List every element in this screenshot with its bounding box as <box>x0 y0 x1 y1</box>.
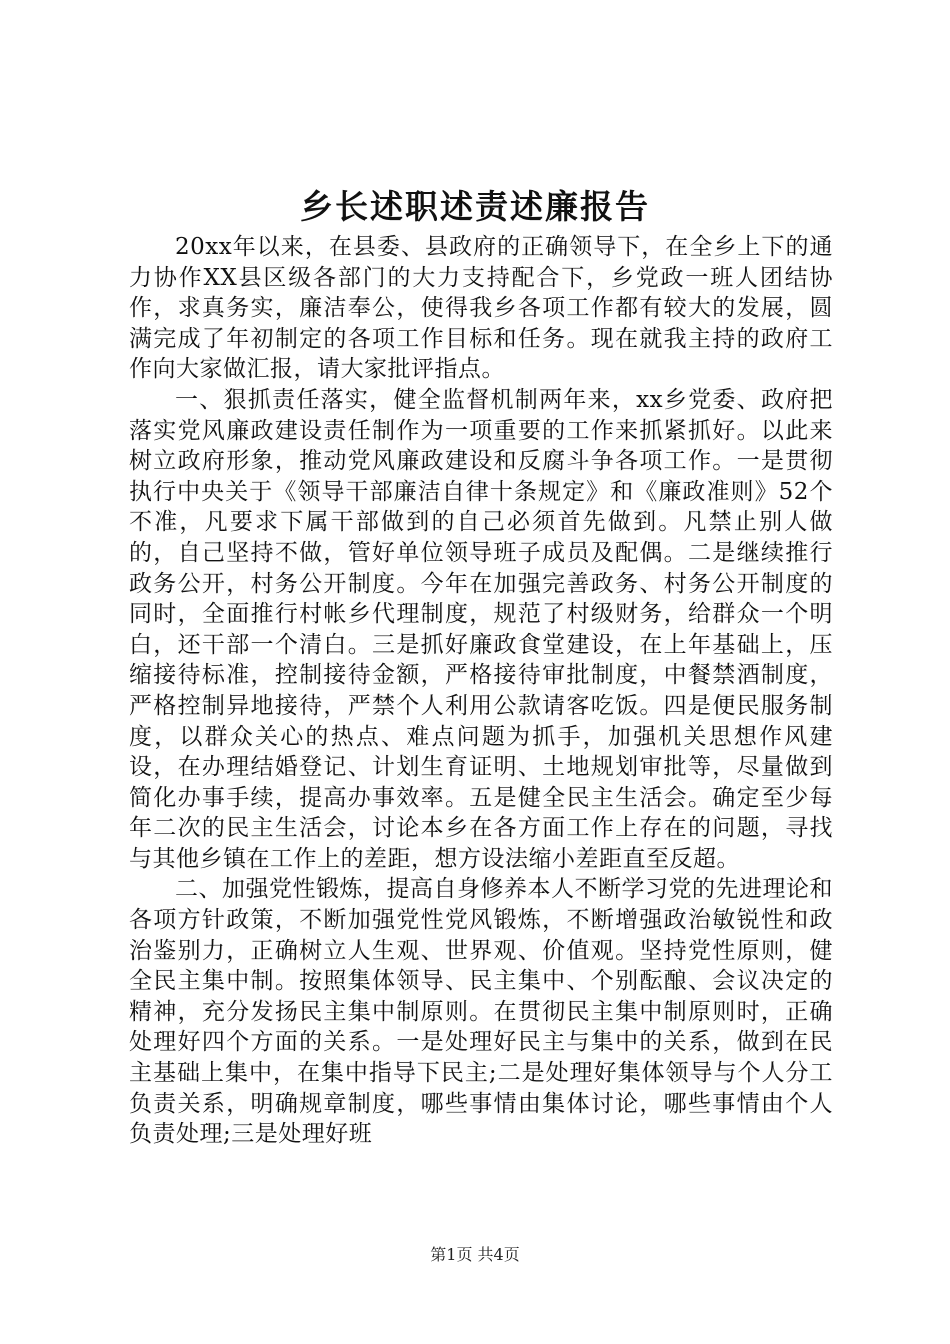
page-number-footer: 第1页 共4页 <box>430 1245 520 1264</box>
paragraph-section-two: 二、加强党性锻炼，提高自身修养本人不断学习党的先进理论和各项方针政策，不断加强党性党风锻炼，不断增强政治敏锐性和政治鉴别力，正确树立人生观、世界观、价值观。坚持党性原则，健全民主集中制。按照集体领导、民主集中、个别酝酿、会议决定的精神，充分发扬民主集中制原则。在贯彻民主集中制原则时，正确处理好四个方面的关系。一是处理好民主与集中的关系，做到在民主基础上集中，在集中指导下民主;二是处理好集体领导与个人分工负责关系，明确规章制度，哪些事情由集体讨论，哪些事情由个人负责处理;三是处理好班 <box>129 876 833 1148</box>
paragraph-section-one: 一、狠抓责任落实，健全监督机制两年来，xx乡党委、政府把落实党风廉政建设责任制作为一项重要的工作来抓紧抓好。以此来树立政府形象，推动党风廉政建设和反腐斗争各项工作。一是贯彻执行中央关于《领导干部廉洁自律十条规定》和《廉政准则》52个不准，凡要求下属干部做到的自己必须首先做到。凡禁止别人做的，自己坚持不做，管好单位领导班子成员及配偶。二是继续推行政务公开，村务公开制度。今年在加强完善政务、村务公开制度的同时，全面推行村帐乡代理制度，规范了村级财务，给群众一个明白，还干部一个清白。三是抓好廉政食堂建设，在上年基础上，压缩接待标准，控制接待金额，严格接待审批制度，中餐禁酒制度，严格控制异地接待，严禁个人利用公款请客吃饭。四是便民服务制度，以群众关心的热点、难点问题为抓手，加强机关思想作风建设，在办理结婚登记、计划生育证明、土地规划审批等，尽量做到简化办事手续，提高办事效率。五是健全民主生活会。确定至少每年二次的民主生活会，讨论本乡在各方面工作上存在的问题，寻找与其他乡镇在工作上的差距，想方设法缩小差距直至反超。 <box>129 386 833 872</box>
paragraph-intro: 20xx年以来，在县委、县政府的正确领导下，在全乡上下的通力协作XX县区级各部门的大力支持配合下，乡党政一班人团结协作，求真务实，廉洁奉公，使得我乡各项工作都有较大的发展，圆满完成了年初制定的各项工作目标和任务。现在就我主持的政府工作向大家做汇报，请大家批评指点。 <box>129 234 833 383</box>
document-body <box>129 232 833 1150</box>
document-title: 乡长述职述责述廉报告 <box>300 187 650 226</box>
